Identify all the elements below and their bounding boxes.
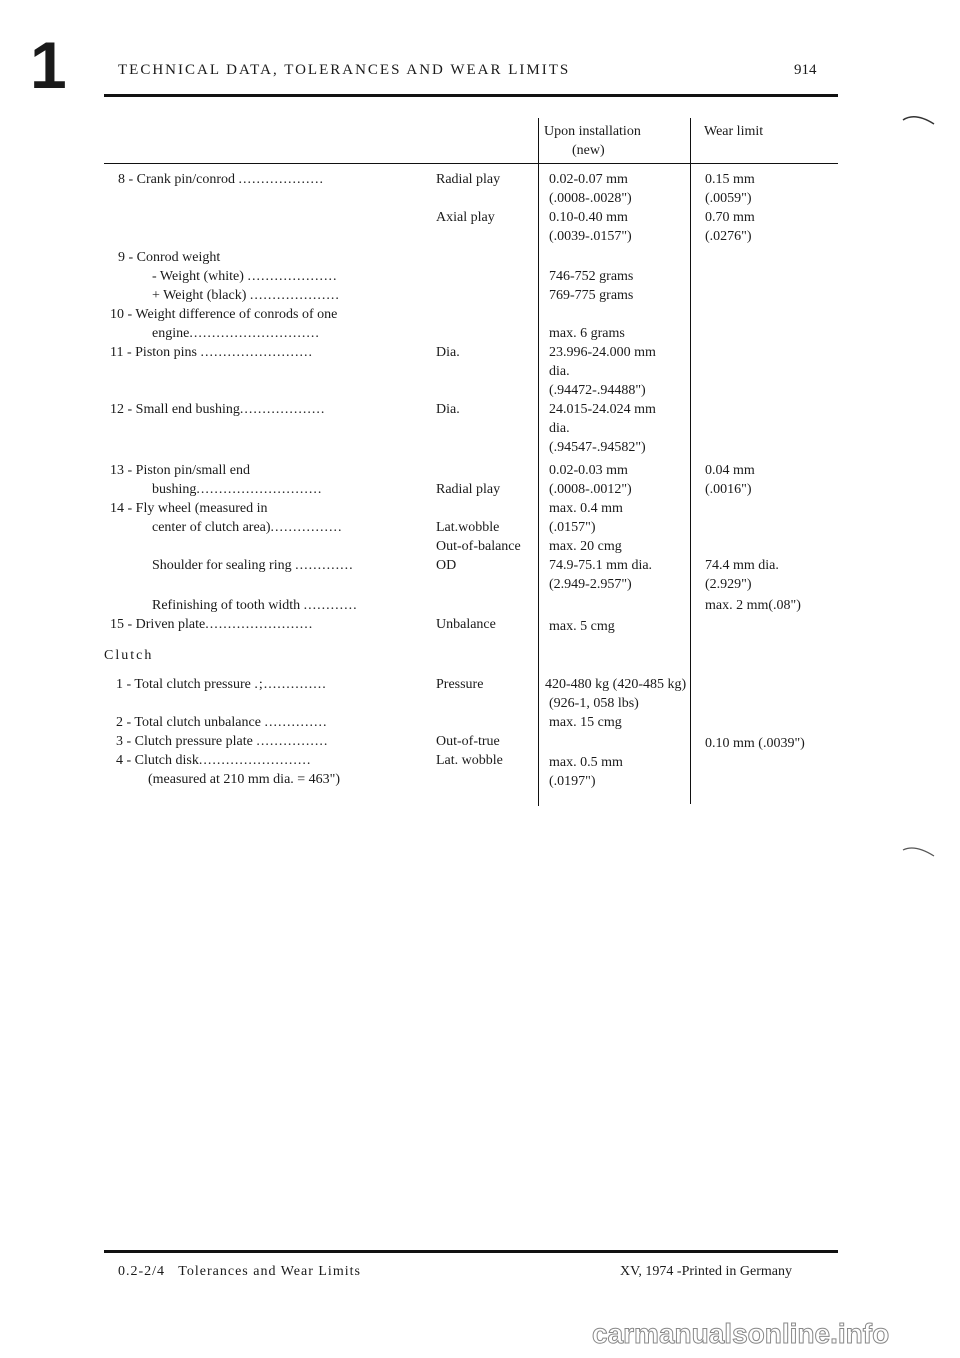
row-8-install-2b: (.0039-.0157") bbox=[549, 229, 632, 244]
row-15-label: 15 - Driven plate........................ bbox=[110, 617, 314, 632]
clutch-heading: Clutch bbox=[104, 648, 154, 663]
clutch-3-type: Out-of-true bbox=[436, 734, 500, 749]
col-install-header: Upon installation bbox=[544, 124, 641, 139]
clutch-1-label: 1 - Total clutch pressure .;.............. bbox=[116, 677, 327, 692]
row-11-install-3: (.94472-.94488") bbox=[549, 383, 646, 398]
row-14-type-3: OD bbox=[436, 558, 457, 573]
margin-mark-1 bbox=[900, 110, 940, 130]
row-12-install-1: 24.015-24.024 mm bbox=[549, 402, 656, 417]
row-12-label: 12 - Small end bushing................... bbox=[110, 402, 326, 417]
row-8-type-2: Axial play bbox=[436, 210, 495, 225]
header-rule bbox=[104, 94, 838, 97]
row-8-install-1a: 0.02-0.07 mm bbox=[549, 172, 628, 187]
clutch-4-type: Lat. wobble bbox=[436, 753, 503, 768]
column-header-rule bbox=[104, 163, 838, 164]
row-9-sub-1: - Weight (white) .................... bbox=[152, 269, 338, 284]
row-8-install-2a: 0.10-0.40 mm bbox=[549, 210, 628, 225]
footer-right: XV, 1974 -Printed in Germany bbox=[620, 1264, 792, 1279]
row-11-install-2: dia. bbox=[549, 364, 570, 379]
column-divider-2 bbox=[690, 118, 691, 804]
row-13-install-1: 0.02-0.03 mm bbox=[549, 463, 628, 478]
clutch-4-install-2: (.0197") bbox=[549, 774, 596, 789]
footer-rule bbox=[104, 1250, 838, 1253]
row-8-install-1b: (.0008-.0028") bbox=[549, 191, 632, 206]
clutch-4-label: 4 - Clutch disk......................... bbox=[116, 753, 312, 768]
clutch-3-label: 3 - Clutch pressure plate ................ bbox=[116, 734, 329, 749]
chapter-number: 1 bbox=[30, 28, 67, 102]
row-14-wear-3: max. 2 mm(.08") bbox=[705, 598, 801, 613]
row-8-wear-2a: 0.70 mm bbox=[705, 210, 755, 225]
row-14-install-1: max. 0.4 mm bbox=[549, 501, 623, 516]
row-15-type: Unbalance bbox=[436, 617, 496, 632]
row-9-install-1: 746-752 grams bbox=[549, 269, 634, 284]
row-9-sub-2: + Weight (black) .................... bbox=[152, 288, 340, 303]
footer-left: 0.2-2/4 Tolerances and Wear Limits bbox=[118, 1264, 361, 1279]
row-12-install-2: dia. bbox=[549, 421, 570, 436]
row-13-install-2: (.0008-.0012") bbox=[549, 482, 632, 497]
col-wear-header: Wear limit bbox=[704, 124, 764, 139]
row-8-wear-1b: (.0059") bbox=[705, 191, 752, 206]
clutch-1-install-1: 420-480 kg (420-485 kg) bbox=[545, 677, 687, 692]
row-14-sub-4: Refinishing of tooth width ............ bbox=[152, 598, 358, 613]
row-13-type: Radial play bbox=[436, 482, 501, 497]
row-8-wear-2b: (.0276") bbox=[705, 229, 752, 244]
row-14-install-2: (.0157") bbox=[549, 520, 596, 535]
row-14-type-1: Lat.wobble bbox=[436, 520, 500, 535]
row-13-wear-1: 0.04 mm bbox=[705, 463, 755, 478]
row-14-sub-3: Shoulder for sealing ring ............. bbox=[152, 558, 354, 573]
row-13-wear-2: (.0016") bbox=[705, 482, 752, 497]
clutch-1-install-2: (926-1, 058 lbs) bbox=[549, 696, 639, 711]
page-number: 914 bbox=[794, 62, 817, 78]
watermark: carmanualsonline.info bbox=[592, 1318, 890, 1349]
row-10-install: max. 6 grams bbox=[549, 326, 625, 341]
row-14-install-3: max. 20 cmg bbox=[549, 539, 622, 554]
clutch-3-wear: 0.10 mm (.0039") bbox=[705, 736, 805, 751]
row-13-label-2: bushing............................ bbox=[152, 482, 323, 497]
row-14-label-2: center of clutch area)................ bbox=[152, 520, 343, 535]
row-10-label-1: 10 - Weight difference of conrods of one bbox=[110, 307, 338, 322]
col-install-subheader: (new) bbox=[572, 143, 605, 158]
row-12-install-3: (.94547-.94582") bbox=[549, 440, 646, 455]
clutch-4-sub: (measured at 210 mm dia. = 463") bbox=[148, 772, 341, 787]
clutch-2-install: max. 15 cmg bbox=[549, 715, 622, 730]
row-10-label-2: engine............................. bbox=[152, 326, 320, 341]
row-8-label: 8 - Crank pin/conrod ................... bbox=[118, 172, 325, 187]
row-8-type-1: Radial play bbox=[436, 172, 501, 187]
row-14-wear-2: (2.929") bbox=[705, 577, 752, 592]
row-13-label-1: 13 - Piston pin/small end bbox=[110, 463, 250, 478]
row-9-label: 9 - Conrod weight bbox=[118, 250, 221, 265]
row-8-wear-1a: 0.15 mm bbox=[705, 172, 755, 187]
clutch-2-label: 2 - Total clutch unbalance .............. bbox=[116, 715, 328, 730]
row-15-install: max. 5 cmg bbox=[549, 619, 615, 634]
row-14-label-1: 14 - Fly wheel (measured in bbox=[110, 501, 268, 516]
row-14-install-5: (2.949-2.957") bbox=[549, 577, 632, 592]
row-9-install-2: 769-775 grams bbox=[549, 288, 634, 303]
margin-mark-2 bbox=[900, 840, 940, 860]
row-12-type: Dia. bbox=[436, 402, 460, 417]
row-11-type: Dia. bbox=[436, 345, 460, 360]
row-14-install-4: 74.9-75.1 mm dia. bbox=[549, 558, 653, 573]
row-11-install-1: 23.996-24.000 mm bbox=[549, 345, 656, 360]
clutch-1-type: Pressure bbox=[436, 677, 484, 692]
clutch-4-install-1: max. 0.5 mm bbox=[549, 755, 623, 770]
row-11-label: 11 - Piston pins ......................... bbox=[110, 345, 313, 360]
row-14-wear-1: 74.4 mm dia. bbox=[705, 558, 779, 573]
column-divider-1 bbox=[538, 118, 539, 806]
page-title: TECHNICAL DATA, TOLERANCES AND WEAR LIMITS bbox=[118, 62, 571, 78]
row-14-type-2: Out-of-balance bbox=[436, 539, 521, 554]
